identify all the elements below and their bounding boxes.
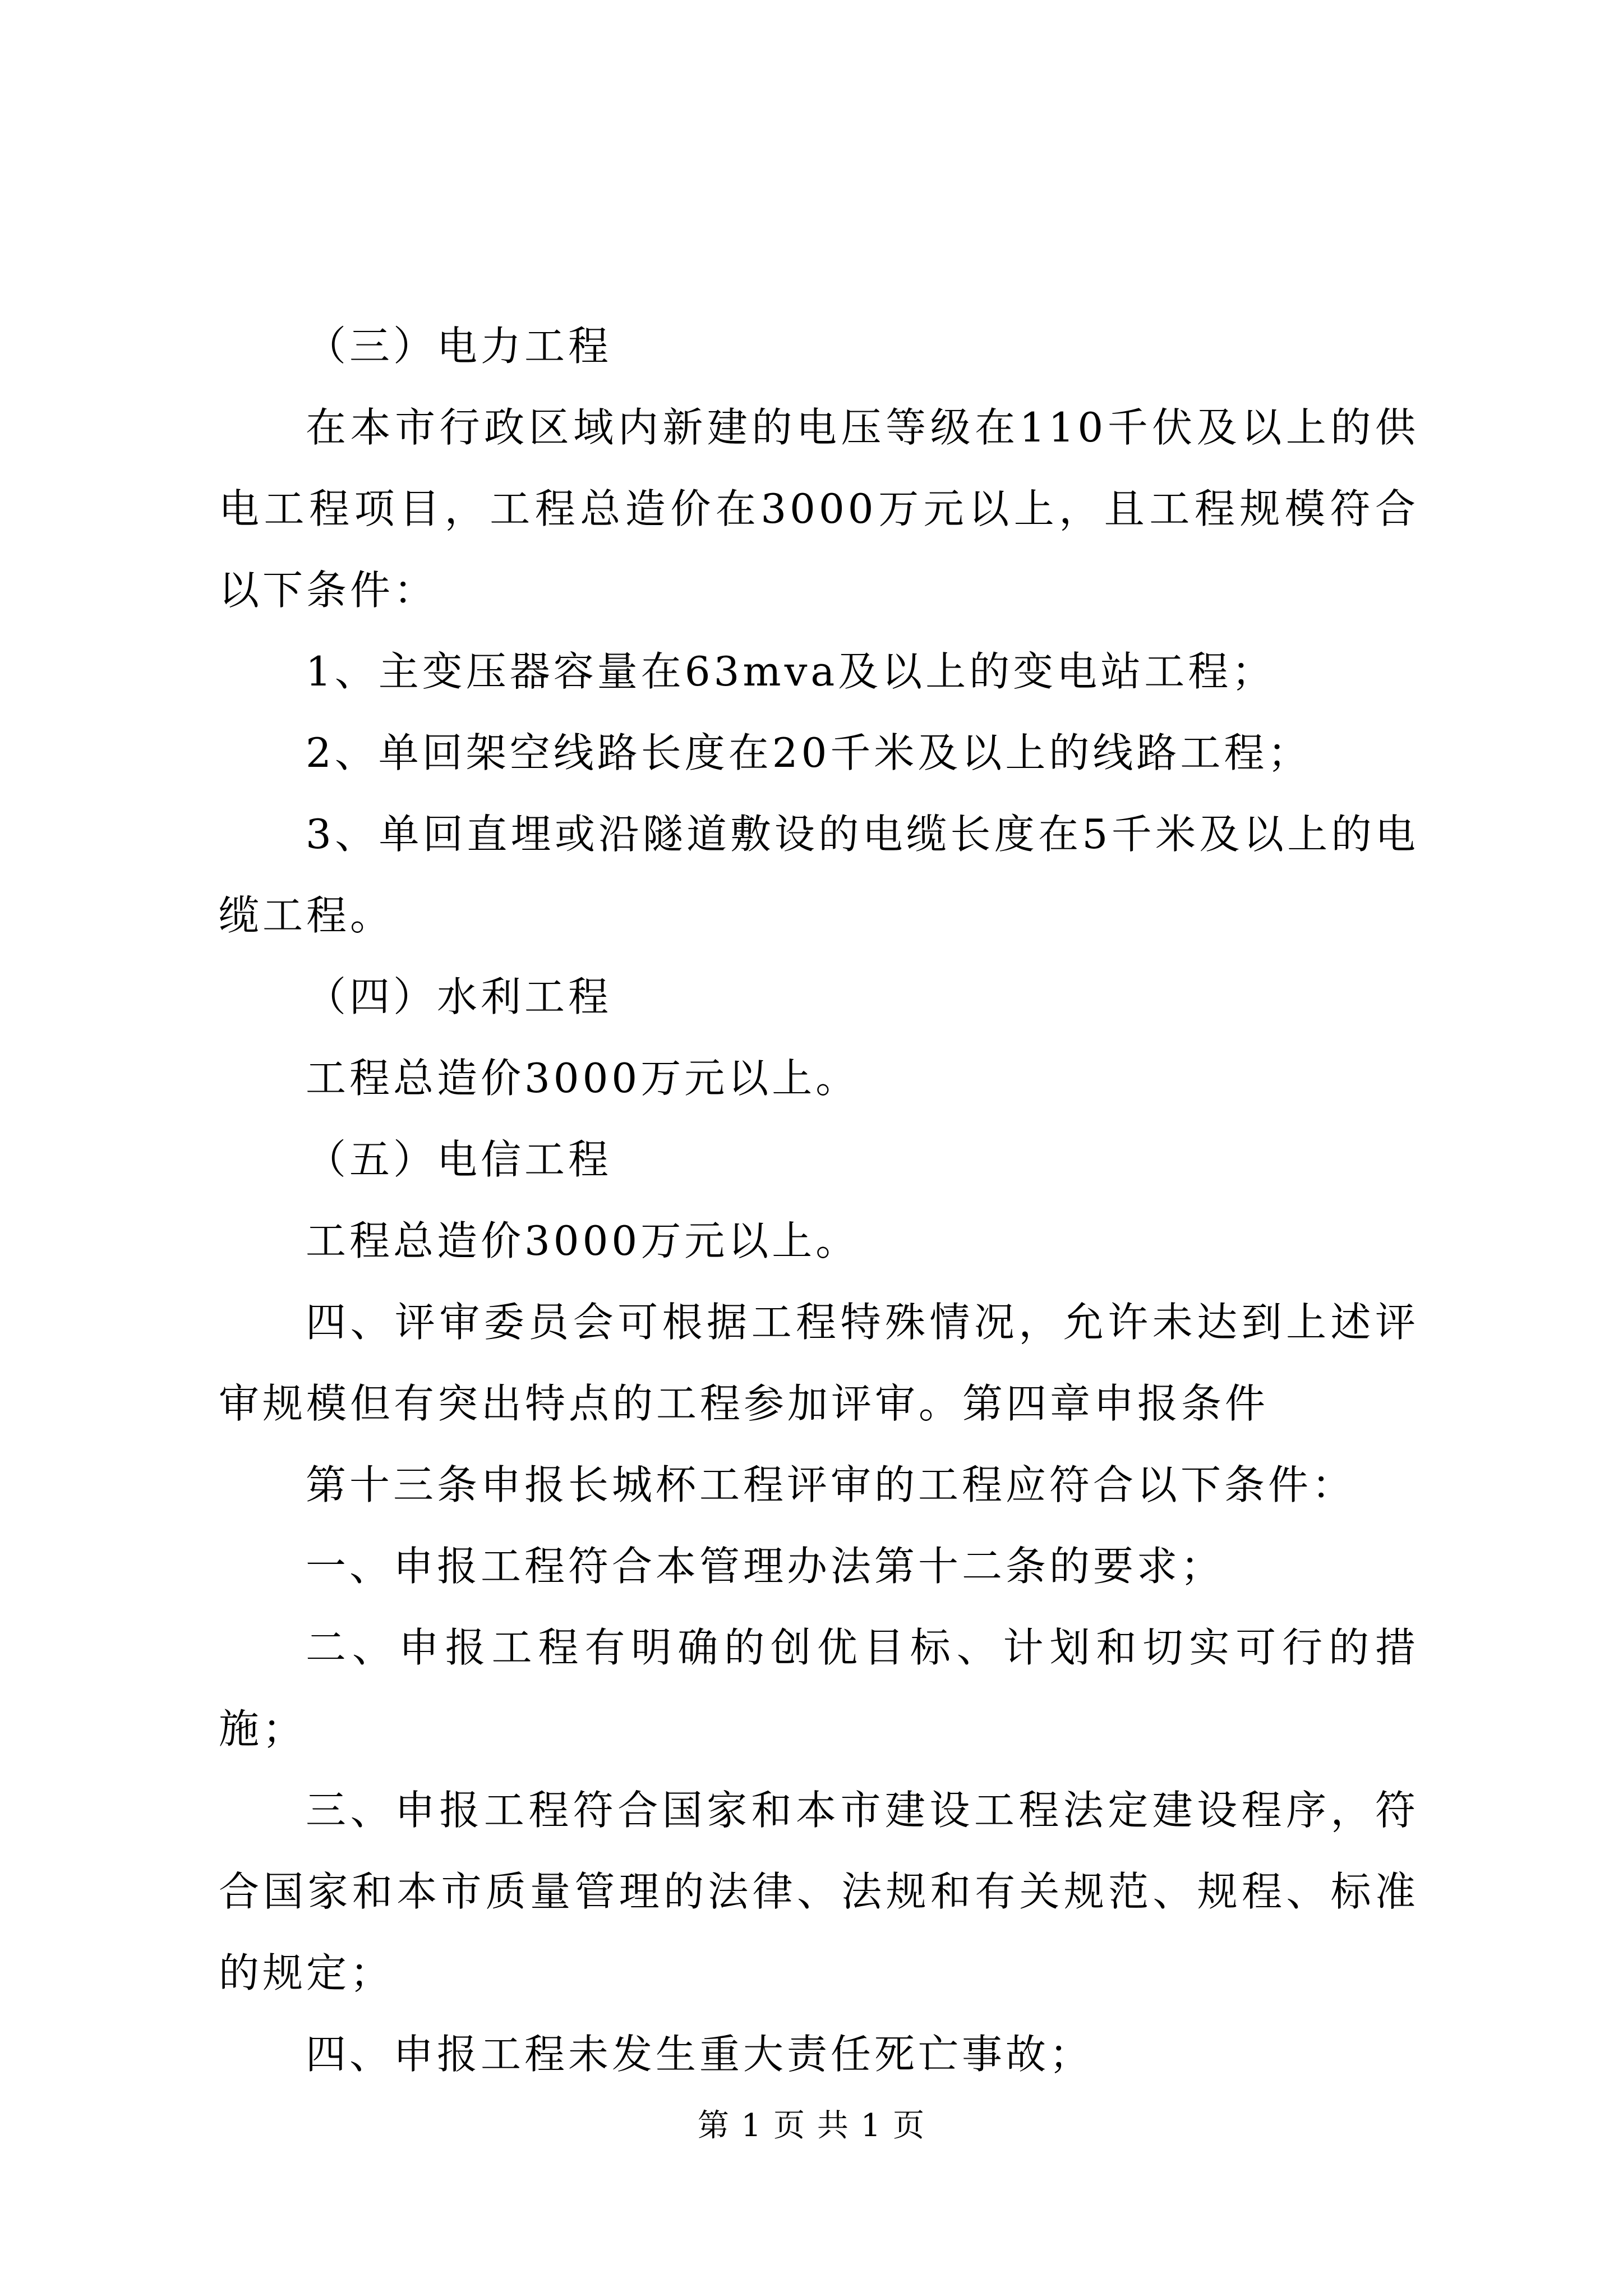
page-footer: 第 1 页 共 1 页	[697, 2108, 926, 2144]
paragraph: 一、申报工程符合本管理办法第十二条的要求；	[306, 1543, 1225, 1590]
paragraph: 3、单回直埋或沿隧道敷设的电缆长度在5千米及以上的电缆工程。	[219, 811, 1419, 939]
paragraph: （四）水利工程	[306, 973, 612, 1020]
paragraph: （三）电力工程	[306, 323, 612, 370]
paragraph: （五）电信工程	[306, 1136, 612, 1183]
paragraph: 二、申报工程有明确的创优目标、计划和切实可行的措施；	[219, 1624, 1419, 1752]
paragraph: 在本市行政区域内新建的电压等级在110千伏及以上的供电工程项目，工程总造价在3000万元以上，且工程规模符合以下条件：	[219, 404, 1419, 614]
paragraph: 工程总造价3000万元以上。	[306, 1055, 860, 1102]
paragraph: 四、评审委员会可根据工程特殊情况，允许未达到上述评审规模但有突出特点的工程参加评审。第四章申报条件	[219, 1299, 1419, 1427]
paragraph: 第十三条申报长城杯工程评审的工程应符合以下条件：	[306, 1461, 1356, 1508]
paragraph: 工程总造价3000万元以上。	[306, 1217, 860, 1264]
paragraph: 四、申报工程未发生重大责任死亡事故；	[306, 2031, 1094, 2078]
paragraph: 1、主变压器容量在63mva及以上的变电站工程；	[306, 648, 1276, 695]
paragraph: 2、单回架空线路长度在20千米及以上的线路工程；	[306, 729, 1312, 776]
document-body	[219, 306, 1419, 2095]
paragraph: 三、申报工程符合国家和本市建设工程法定建设程序，符合国家和本市质量管理的法律、法规和有关规范、规程、标准的规定；	[219, 1787, 1419, 1996]
